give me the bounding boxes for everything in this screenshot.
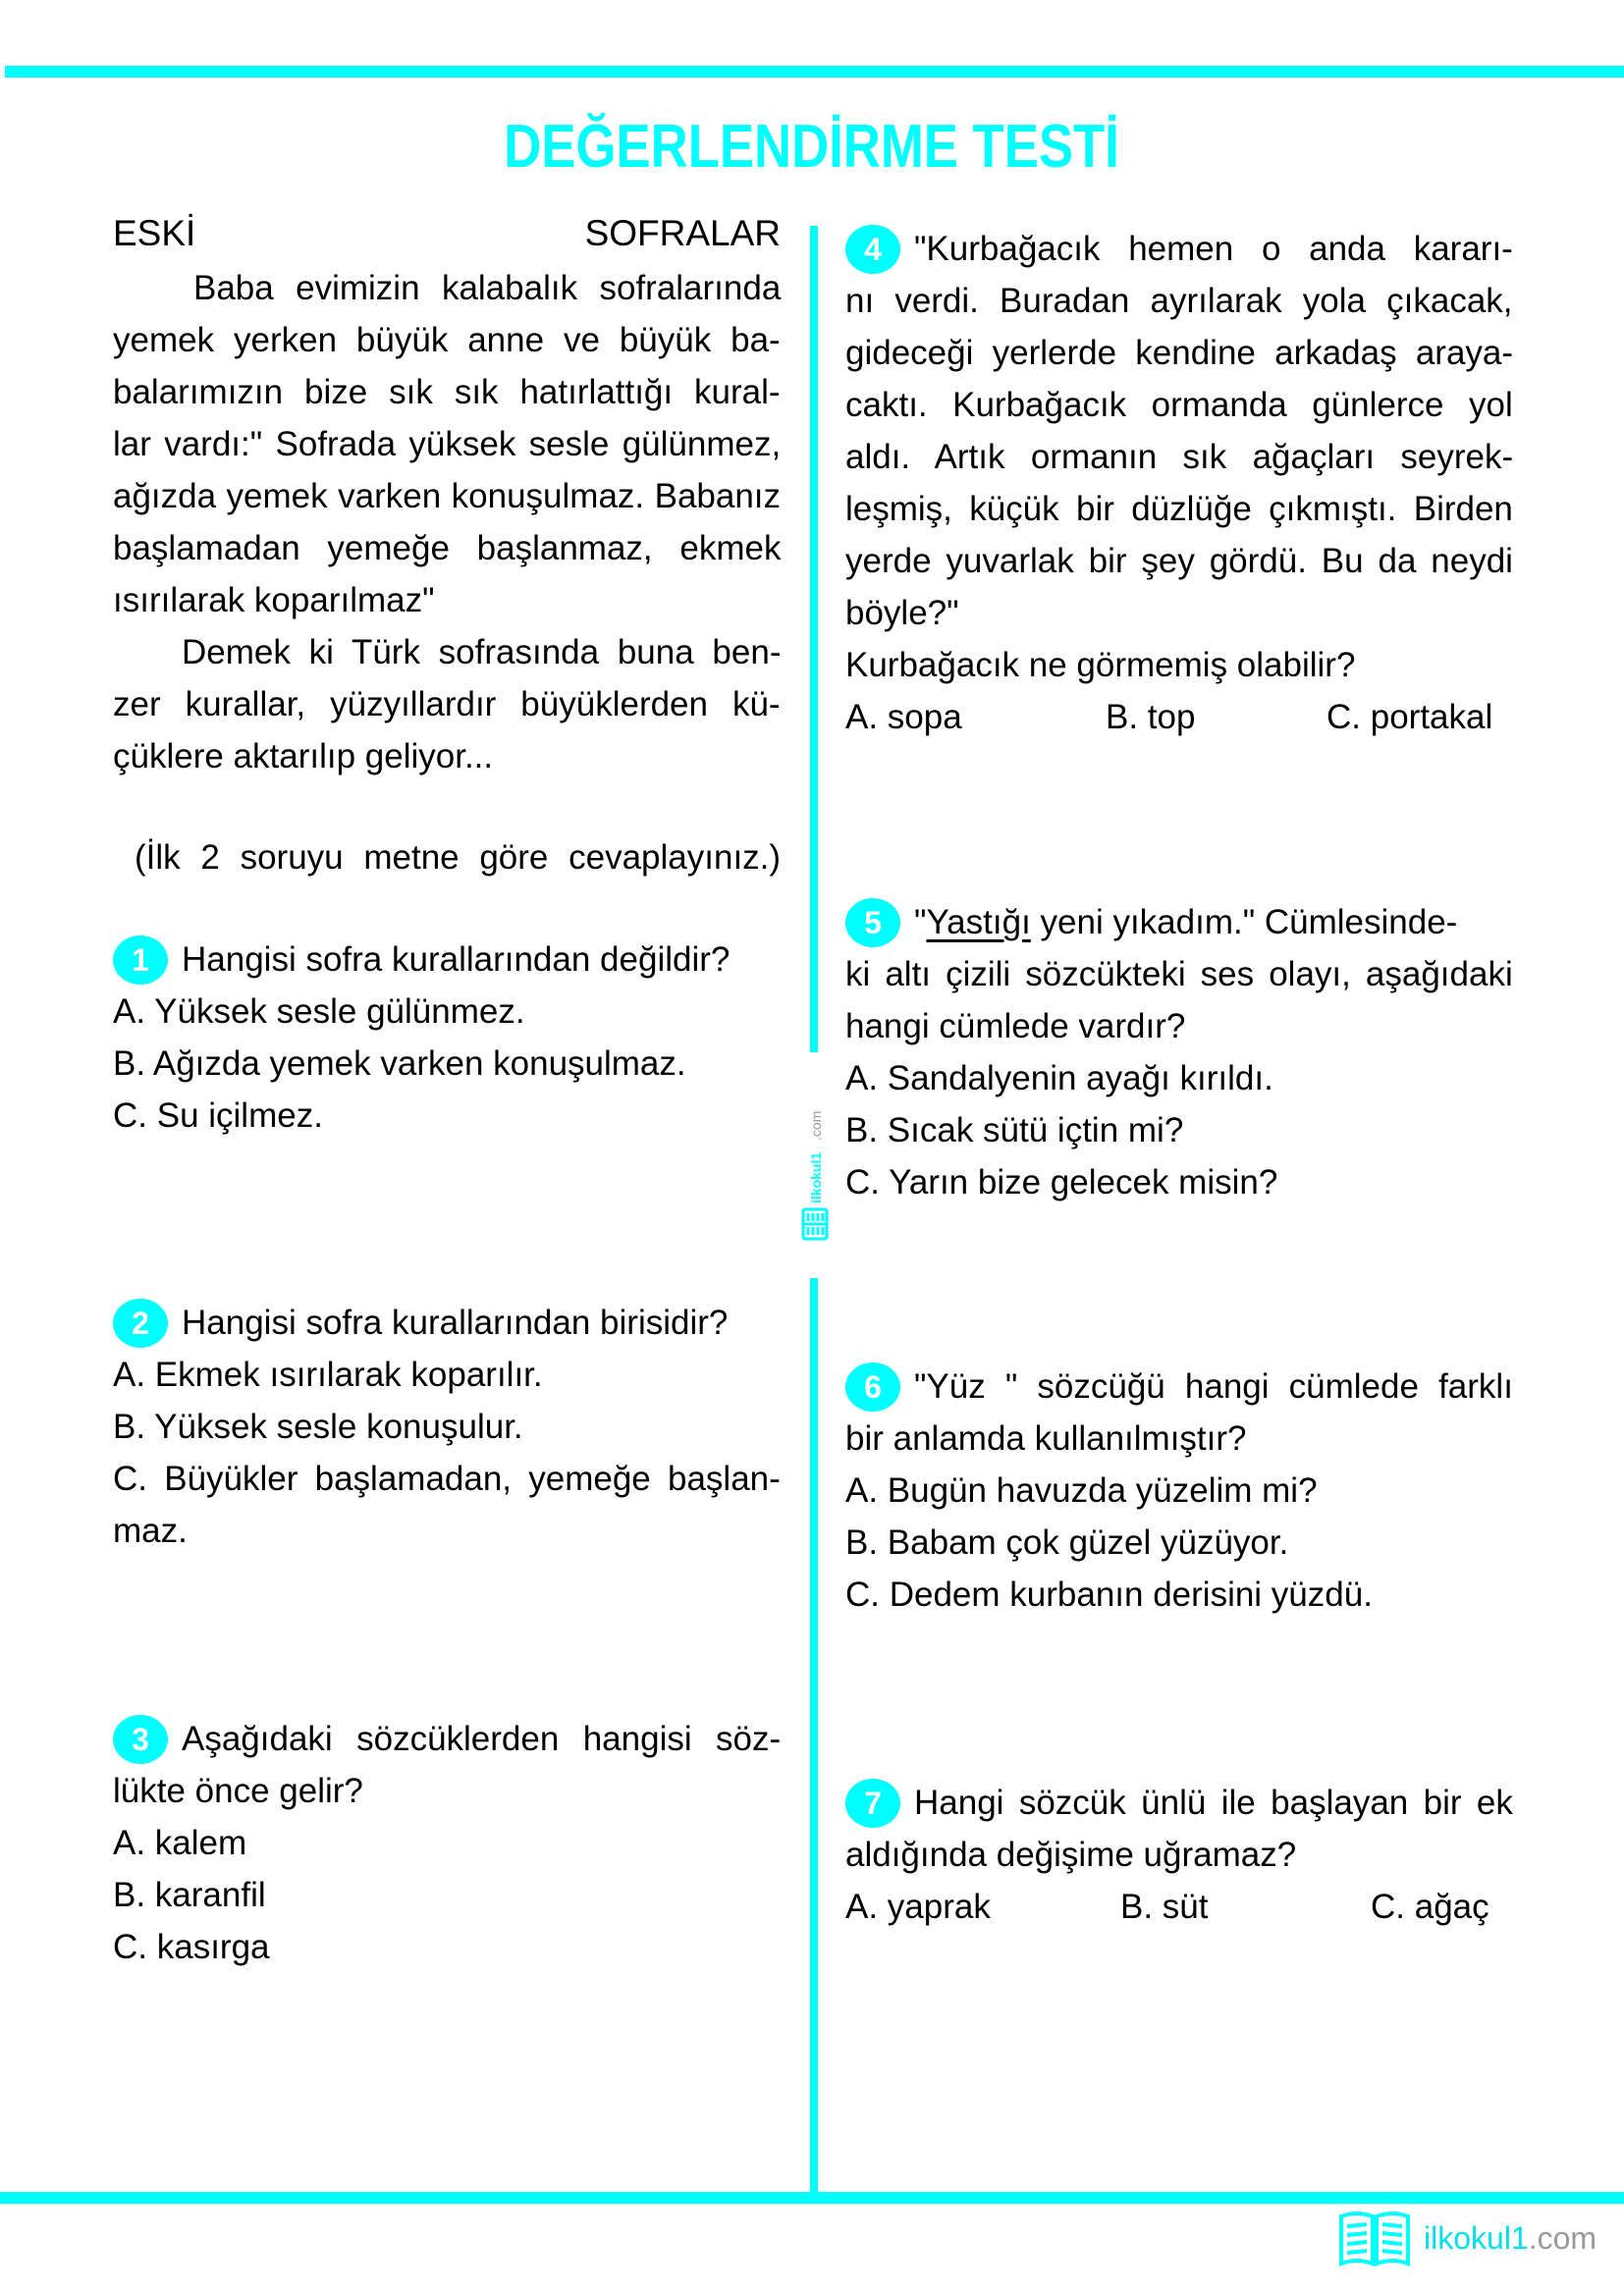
question-text-line	[845, 380, 1513, 431]
question-text: Aşağıdaki sözcüklerden hangisi söz-	[182, 1720, 782, 1758]
story-line-text: Demek ki Türk sofrasında buna ben-	[182, 633, 782, 671]
option-c-row	[845, 1570, 1513, 1621]
question-7-stem	[845, 1778, 1513, 1829]
question-5-first-line	[914, 897, 1457, 948]
vertical-watermark	[790, 1080, 839, 1247]
story-line	[113, 315, 781, 366]
option-c[interactable]: C. Su içilmez.	[113, 1096, 323, 1135]
open-quote: "	[914, 903, 927, 941]
question-text-line	[845, 536, 1513, 587]
question-1-stem	[113, 934, 781, 986]
option-b[interactable]: B. top	[1106, 698, 1196, 736]
option-b[interactable]: B. Babam çok güzel yüzüyor.	[845, 1523, 1289, 1562]
option-b-row	[113, 1039, 781, 1090]
question-text: Hangisi sofra kurallarından birisidir?	[182, 1304, 729, 1342]
option-b-row	[845, 1518, 1513, 1569]
option-c[interactable]: C. ağaç	[1371, 1888, 1489, 1926]
question-number-badge: 5	[845, 898, 900, 947]
question-text-line-text: aldı. Artık ormanın sık ağaçları seyrek-	[845, 438, 1514, 476]
logo-brand: ilkokul1	[1424, 2220, 1529, 2256]
option-b-row	[845, 1105, 1513, 1156]
option-a[interactable]: A. kalem	[113, 1824, 247, 1862]
top-accent-bar	[5, 66, 1624, 78]
option-b-row	[113, 1402, 781, 1453]
question-text-line	[845, 432, 1513, 483]
option-a[interactable]: A. yaprak	[845, 1888, 991, 1926]
option-b[interactable]: B. karanfil	[113, 1876, 266, 1914]
question-text: "Yüz " sözcüğü hangi cümlede farklı	[914, 1367, 1513, 1406]
story-line-text: yemek yerken büyük anne ve büyük ba-	[113, 321, 781, 359]
question-text-line-text: leşmiş, küçük bir düzlüğe çıkmıştı. Birden	[845, 490, 1513, 528]
option-c[interactable]: C. Yarın bize gelecek misin?	[845, 1163, 1278, 1201]
question-text-continued-row	[113, 1766, 781, 1817]
underlined-word: Yastığı	[926, 903, 1031, 941]
story-line	[113, 471, 781, 522]
story-line-text: çüklere aktarılıp geliyor...	[113, 737, 494, 775]
question-5-stem	[845, 897, 1513, 948]
question-text-line	[845, 276, 1513, 327]
open-book-icon	[790, 1080, 839, 1247]
question-3-stem	[113, 1714, 781, 1765]
question-text-line	[845, 1001, 1513, 1052]
question-text: Hangi sözcük ünlü ile başlayan bir ek	[914, 1784, 1513, 1822]
option-c[interactable]: C. Büyükler başlamadan, yemeğe başlan-	[113, 1460, 781, 1498]
question-2-stem	[113, 1298, 781, 1349]
story-line	[113, 731, 781, 782]
question-text-line-text: aldığında değişime uğramaz?	[845, 1836, 1297, 1874]
story-line-text: ısırılarak koparılmaz"	[113, 581, 435, 619]
story-line	[113, 367, 781, 418]
story-line	[113, 263, 781, 314]
option-a[interactable]: A. Ekmek ısırılarak koparılır.	[113, 1356, 543, 1394]
options-row	[845, 1882, 1513, 1933]
option-b[interactable]: B. süt	[1120, 1888, 1209, 1926]
option-a-row	[113, 987, 781, 1038]
option-a[interactable]: A. Sandalyenin ayağı kırıldı.	[845, 1059, 1273, 1097]
option-c[interactable]: C. Dedem kurbanın derisini yüzdü.	[845, 1575, 1373, 1614]
column-divider-lower	[810, 1278, 818, 2196]
option-c[interactable]: C. kasırga	[113, 1928, 270, 1966]
option-c-continued-row	[113, 1506, 781, 1557]
watermark-tld: .com	[808, 1110, 824, 1141]
question-text-line-text: nı verdi. Buradan ayrılarak yola çıkacak,	[845, 282, 1513, 320]
option-a[interactable]: A. Yüksek sesle gülünmez.	[113, 992, 525, 1031]
instruction-text: (İlk 2 soruyu metne göre cevaplayınız.)	[135, 838, 782, 877]
question-text-line-text: bir anlamda kullanılmıştır?	[845, 1419, 1247, 1458]
question-prompt: Kurbağacık ne görmemiş olabilir?	[845, 646, 1356, 684]
option-a-row	[113, 1818, 781, 1869]
footer-logo	[1335, 2209, 1610, 2268]
column-divider-upper	[810, 226, 818, 1052]
option-a[interactable]: A. sopa	[845, 698, 962, 736]
logo-tld: .com	[1528, 2220, 1597, 2256]
option-b[interactable]: B. Ağızda yemek varken konuşulmaz.	[113, 1044, 686, 1083]
watermark-brand: ilkokul1	[808, 1151, 824, 1203]
question-text: yeni yıkadım." Cümlesinde-	[1040, 903, 1458, 941]
option-a[interactable]: A. Bugün havuzda yüzelim mi?	[845, 1471, 1318, 1510]
options-row	[845, 692, 1513, 743]
logo-wordmark	[1424, 2218, 1597, 2258]
story-line	[113, 627, 781, 678]
question-text-line-text: yerde yuvarlak bir şey gördü. Bu da neydi	[845, 542, 1513, 580]
story-line-text: balarımızın bize sık sık hatırlattığı kural-	[113, 373, 781, 411]
option-b-row	[113, 1870, 781, 1921]
option-c[interactable]: C. portakal	[1326, 698, 1493, 736]
question-4-stem	[845, 224, 1513, 275]
story-title-row	[113, 208, 781, 259]
option-a-row	[113, 1350, 781, 1401]
question-6-stem	[845, 1362, 1513, 1413]
instruction	[113, 832, 781, 883]
option-a-row	[845, 1466, 1513, 1517]
question-text: "Kurbağacık hemen o anda kararı-	[914, 230, 1513, 268]
story-line-text: Baba evimizin kalabalık sofralarında	[193, 269, 782, 307]
question-text-line	[845, 484, 1513, 535]
question-number-badge: 2	[113, 1299, 168, 1348]
story-title: ESKİ SOFRALAR	[113, 213, 782, 253]
question-prompt-row	[845, 640, 1513, 691]
question-number-badge: 7	[845, 1779, 900, 1828]
story-line	[113, 419, 781, 470]
option-a-row	[845, 1053, 1513, 1104]
question-number-badge: 3	[113, 1715, 168, 1764]
question-text-line	[845, 1414, 1513, 1465]
question-number-badge: 1	[113, 935, 168, 985]
open-book-icon	[1335, 2209, 1414, 2268]
question-text-line	[845, 328, 1513, 379]
option-b[interactable]: B. Yüksek sesle konuşulur.	[113, 1408, 523, 1446]
story-line	[113, 679, 781, 730]
question-text-line-text: gideceği yerlerde kendine arkadaş araya-	[845, 334, 1514, 372]
story-line	[113, 575, 781, 626]
page-title-row	[0, 108, 1624, 187]
story-line	[113, 523, 781, 574]
page-title: DEĞERLENDİRME TESTİ	[504, 113, 1120, 181]
story-line-text: zer kurallar, yüzyıllardır büyüklerden kü-	[113, 685, 781, 723]
question-number-badge: 4	[845, 225, 900, 274]
question-text-line	[845, 588, 1513, 639]
question-text-continued: lükte önce gelir?	[113, 1772, 363, 1810]
question-text-line-text: hangi cümlede vardır?	[845, 1007, 1186, 1045]
question-text-line	[845, 1830, 1513, 1881]
option-c-row	[113, 1091, 781, 1142]
option-b[interactable]: B. Sıcak sütü içtin mi?	[845, 1111, 1184, 1149]
question-text-line-text: böyle?"	[845, 594, 959, 632]
option-c-continued[interactable]: maz.	[113, 1512, 188, 1550]
question-text-line-text: caktı. Kurbağacık ormanda günlerce yol	[845, 386, 1513, 424]
option-c-row	[113, 1454, 781, 1505]
story-line-text: başlamadan yemeğe başlanmaz, ekmek	[113, 529, 782, 567]
story-line-text: ağızda yemek varken konuşulmaz. Babanız	[113, 477, 782, 515]
question-text-line-text: ki altı çizili sözcükteki ses olayı, aşağıdaki	[845, 955, 1513, 993]
option-c-row	[845, 1157, 1513, 1208]
story-line-text: lar vardı:" Sofrada yüksek sesle gülünmez,	[113, 425, 782, 463]
question-text-line	[845, 949, 1513, 1000]
question-text: Hangisi sofra kurallarından değildir?	[182, 940, 731, 979]
option-c-row	[113, 1922, 781, 1973]
question-number-badge: 6	[845, 1362, 900, 1412]
